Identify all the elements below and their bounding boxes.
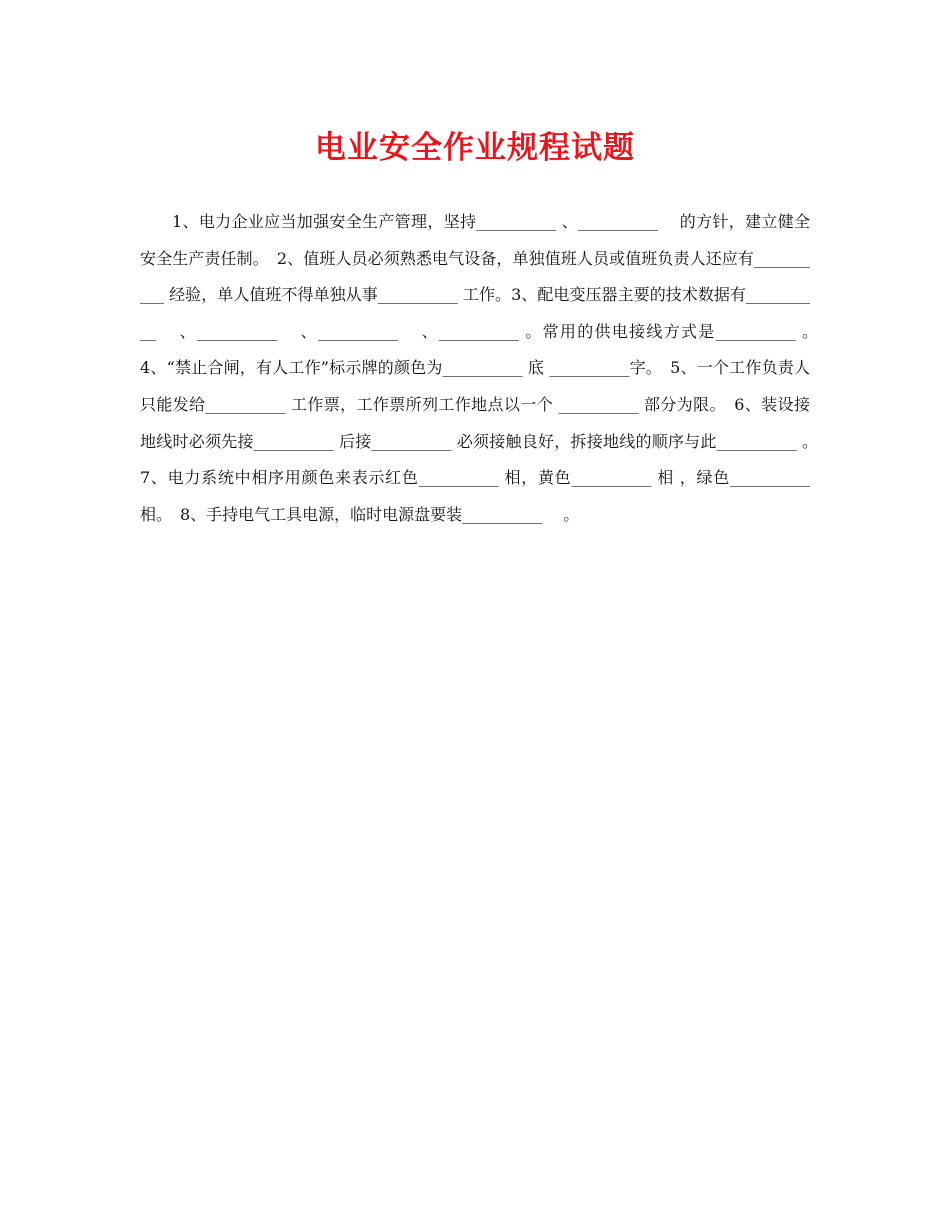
page-title: 电业安全作业规程试题	[315, 130, 635, 166]
question-paragraph: 1、电力企业应当加强安全生产管理，坚持__________ 、__________ 的方针，建立健全安全生产责任制。 2、值班人员必须熟悉电气设备，单独值班人员或值班负责人还应有__________ 经验，单人值班不得单独从事__________ 工作。3、配电变压器主要的技术数据有__________ 、__________ 、__________ 、__________ 。常用的供电接线方式是__________ 。 4、“禁止合闸，有人工作”标示牌的颜色为__________ 底 __________字。 5、一个工作负责人只能发给__________ 工作票，工作票所列工作地点以一个 __________ 部分为限。 6、装设接地线时必须先接__________ 后接__________ 必须接触良好，拆接地线的顺序与此__________ 。 7、电力系统中相序用颜色来表示红色__________ 相，黄色__________ 相 ，绿色__________ 相。 8、手持电气工具电源，临时电源盘要装__________ 。	[140, 212, 827, 524]
